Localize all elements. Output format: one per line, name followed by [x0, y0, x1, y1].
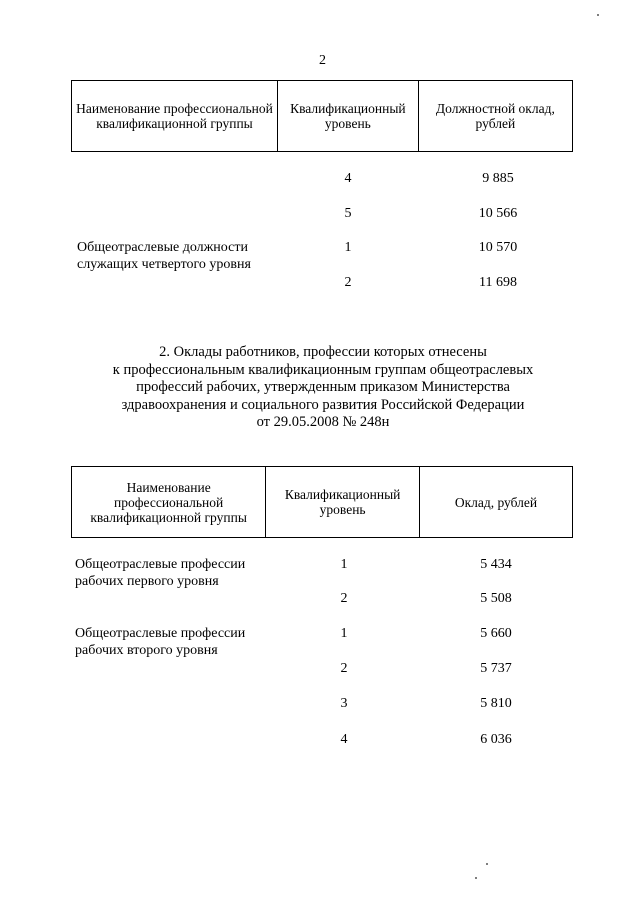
table2-row-salary: 5 434: [480, 557, 512, 572]
heading-line: к профессиональным квалификационным группам общеотраслевых: [112, 361, 534, 378]
table2-header: [71, 466, 573, 538]
table1-group-name: служащих четвертого уровня: [77, 257, 251, 272]
scan-speck: [486, 863, 488, 865]
scan-speck: [597, 14, 599, 16]
heading-line: здравоохранения и социального развития Российской Федерации: [121, 396, 525, 413]
table2-group-name: Общеотраслевые профессии: [75, 626, 246, 641]
table2-row-salary: 5 810: [480, 696, 512, 711]
table2-row-level: 4: [340, 732, 348, 747]
table2-header-salary: Оклад, рублей: [419, 467, 572, 538]
section2-heading: [60, 344, 586, 432]
table2-group-name: рабочих второго уровня: [75, 643, 218, 658]
table1-row-salary: 11 698: [479, 275, 517, 290]
heading-line: профессий рабочих, утвержденным приказом Министерства: [136, 379, 510, 396]
table1-row-salary: 10 570: [478, 240, 518, 255]
heading-line: от 29.05.2008 № 248н: [256, 414, 390, 431]
table1-header-group: Наименование профессиональной квалификационной группы: [72, 81, 278, 152]
heading-line: 2. Оклады работников, профессии которых отнесены: [159, 344, 487, 360]
table2-row-level: 2: [340, 591, 348, 606]
table2-row-salary: 6 036: [480, 732, 512, 747]
table1-header-level: Квалификационный уровень: [278, 81, 419, 152]
table2-row-level: 2: [340, 661, 348, 676]
table1-row-level: 1: [344, 240, 352, 255]
table2-row-level: 1: [340, 557, 348, 572]
table1-header: [71, 80, 573, 152]
table1-row-level: 5: [344, 206, 352, 221]
table2-header-level: Квалификационный уровень: [266, 467, 420, 538]
table1-group-name: Общеотраслевые должности: [77, 240, 248, 255]
table2-group-name: Общеотраслевые профессии: [75, 557, 246, 572]
table2-header-group: Наименование профессиональной квалификационной группы: [72, 467, 266, 538]
table2-row-salary: 5 508: [480, 591, 512, 606]
scan-speck: [475, 877, 477, 879]
table1-row-salary: 9 885: [482, 171, 514, 186]
table2-row-level: 3: [340, 696, 348, 711]
table1-row-salary: 10 566: [478, 206, 518, 221]
table2-row-level: 1: [340, 626, 348, 641]
table2-group-name: рабочих первого уровня: [75, 574, 219, 589]
table1-header-salary: Должностной оклад, рублей: [418, 81, 572, 152]
table1-row-level: 2: [344, 275, 352, 290]
table1-row-level: 4: [344, 171, 352, 186]
page-number: 2: [319, 53, 326, 68]
table2-row-salary: 5 737: [480, 661, 512, 676]
table2-row-salary: 5 660: [480, 626, 512, 641]
